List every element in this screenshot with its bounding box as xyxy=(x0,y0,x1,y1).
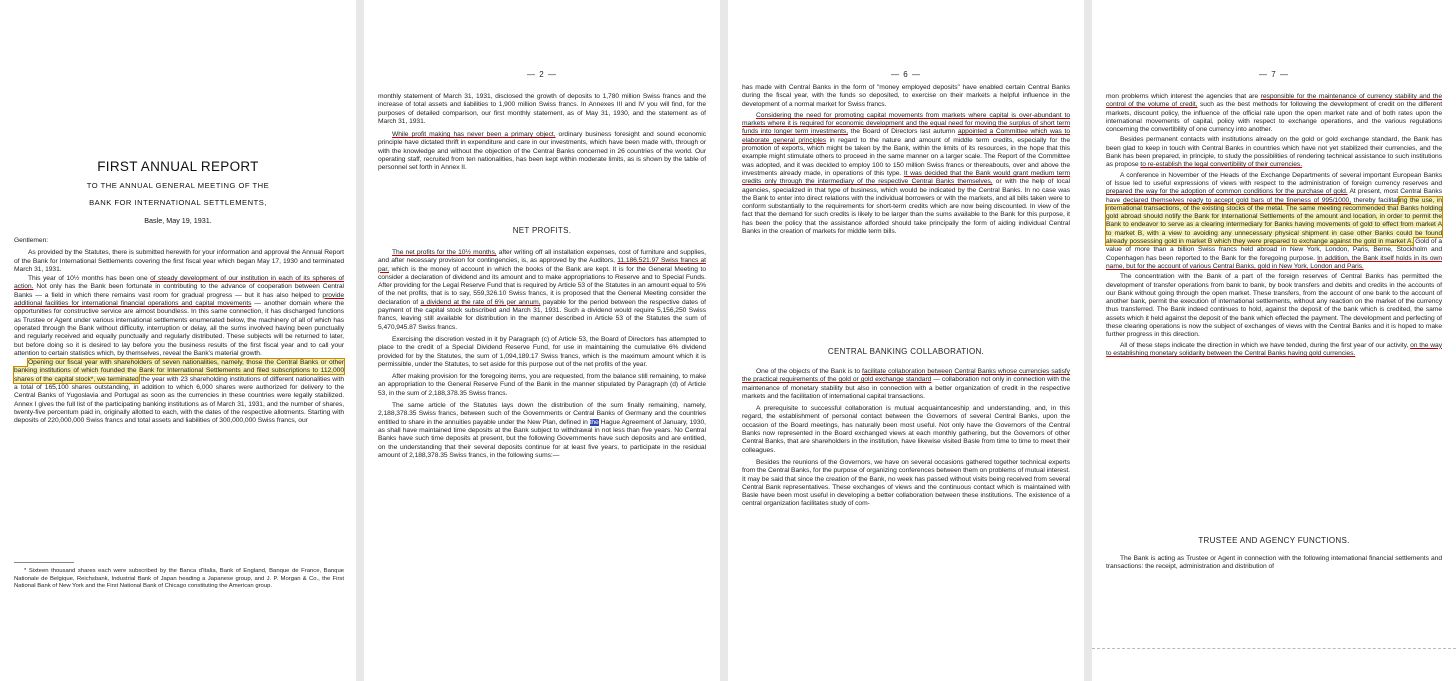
highlighted-passage: Opening our fiscal year with shareholders of seven nationalities, namely, those the Central Banks or other banking institutions of which founded the Bank for International Settlements and filed subscriptions to 112,000 shares of the capital stock*, we terminated xyxy=(14,359,344,383)
underlined-passage: Considering the need for promoting capital movements from markets where capital is over-abundant to markets where it is required for economic development and the equal need for moving the surplus of short term funds into longer term investments, xyxy=(742,111,1070,136)
paragraph: The concentration with the Bank of a part of the foreign reserves of Central Banks has permitted the development of transfer operations from bank to bank, by book transfers and debits and credits in the accounts of our Bank without going through the open market. These transfers, from the account of one bank to the account of another bank, permit the execution of international settlements, without any reaction on the market of the currency thus transferred. The Bank indeed continues to hold, against the deposit of the bank which is credited, the same assets which it held against the deposit of the bank which effected the payment. The development and perfecting of these clearing operations is now the subject of exchanges of views with the Central Banks and it is hoped to make further progress in this direction. xyxy=(1106,273,1442,339)
footnote: * Sixteen thousand shares each were subscribed by the Banca d'Italia, Bank of England, Banque de France, Banque Nationale de Belgique, Reichsbank, Industrial Bank of Japan heading a Japanese group, and J. P. Morgan & Co., the First National Bank of New York and the First National Bank of Chicago constituting the American group. xyxy=(14,568,344,590)
underlined-passage: While profit making has never been a primary object, xyxy=(392,131,556,139)
page-2-body-bottom xyxy=(378,249,706,460)
section-heading-central-banking: CENTRAL BANKING COLLABORATION. xyxy=(827,347,985,356)
report-page-1 xyxy=(0,0,356,681)
report-page-2 xyxy=(364,0,720,681)
underlined-passage: a dividend at the rate of 6% per annum, xyxy=(420,298,541,306)
paragraph: All of these steps indicate the direction in which we have tended, during the first year of our activity, on the way to establishing monetary solidarity between the Central Banks having gold currencies. xyxy=(1106,341,1442,357)
underlined-passage: to re-establish the legal convertibility of their currencies. xyxy=(1140,161,1303,169)
underlined-passage: prepared the way for the adoption of common conditions for the purchase of gold. xyxy=(1106,188,1348,196)
paragraph: The same article of the Statutes lays down the distribution of the sum finally remaining, namely, 2,188,378.35 Swiss francs, between such of the Governments or Central Banks of Germany and the countries entitled to share in the annuities payable under the New Plan, defined in the Hague Agreement of January, 1930, as shall have maintained time deposits at the Bank subject to withdrawal in not less than five years. No Central Banks have such time deposits at present, but the following Governments have such deposits and are entitled, on the understanding that their several deposits continue for at least five years, to participate in the residual amount of 2,188,378.35 Swiss francs, in the following sums:— xyxy=(378,402,706,459)
highlighted-passage: ing the use, in international transactions, of the existing stocks of the metal. The same meeting recommended that Banks holding gold abroad should notify the Bank for International Settlements of the amount and location, in order to permit the Bank to endeavor to serve as a clearing intermediary for Banks having movements of gold to effect from market A to market B, with a view to avoiding any unnecessary physical shipment in case other Banks could be found already possessing gold in market B which they were prepared to exchange against the gold in market A. xyxy=(1106,196,1442,246)
report-page-4 xyxy=(1092,0,1456,681)
underlined-passage: declared themselves ready to accept gold bars of the fineness of 995/1000, xyxy=(1122,196,1352,204)
page-3-body-top xyxy=(742,84,1070,236)
page-number: — 2 — xyxy=(527,70,557,79)
paragraph: monthly statement of March 31, 1931, disclosed the growth of deposits to 1,780 million Swiss francs and the increase of total assets and liabilities to 1,900 million Swiss francs. In Annexes III and IV you will find, for the purposes of detailed comparison, our first monthly statement, as of May 31, 1930, and the statement as of March 31, 1931. xyxy=(378,93,706,125)
underlined-passage: provide additional facilities for international financial operations and capital movements xyxy=(14,291,344,308)
section-heading-trustee: TRUSTEE AND AGENCY FUNCTIONS. xyxy=(1198,536,1350,545)
page-4-body-bottom xyxy=(1106,555,1442,572)
paragraph: A prerequisite to successful collaboration is mutual acquaintanceship and understanding, and, in this regard, the establishment of personal contact between the Governors of several Central Banks, upon the occasion of the Board meetings, has naturally been most useful. Not only have the Governors of the Central Banks now represented in the Board exchanged views at each monthly gathering, but the Governors of other Central Banks, that are shareholders in the institution, have likewise visited Basle from time to time to meet their colleagues. xyxy=(742,405,1070,454)
page-number: — 7 — xyxy=(1259,70,1289,79)
underlined-passage: In addition, the Bank itself holds in its own name, but for the account of various Central Banks, gold in New York, London and Paris. xyxy=(1106,254,1442,270)
report-title: FIRST ANNUAL REPORT xyxy=(97,159,259,174)
selected-word: the xyxy=(589,418,599,426)
paragraph: Besides the reunions of the Governors, we have on several occasions gathered together technical experts from the Central Banks, for the purpose of organizing conferences between them on problems of mutual interest. It may be said that since the creation of the Bank, no week has passed without visits being received from several Central Bank representatives. These exchanges of views and the continuous contact which is maintained with Basle have been most useful in developing a better collaboration between these institutions. The existence of a central organization facilitates study of com- xyxy=(742,458,1070,508)
page-3-body-bottom xyxy=(742,368,1070,509)
paragraph: As provided by the Statutes, there is submitted herewith for your information and approval the Annual Report of the Bank for International Settlements covering the first fiscal year which began May 17, 1930 and terminated March 31, 1931. xyxy=(14,249,344,273)
underlined-passage: of steady development of our institution in each of its spheres of action. xyxy=(14,275,344,291)
page-2-body-top xyxy=(378,93,706,173)
paragraph: After making provision for the foregoing items, you are requested, from the balance still remaining, to make an appropriation to the General Reserve Fund of the Bank in the manner stipulated by Paragraph (d) of Article 53, in the sum of 2,188,378.35 Swiss francs. xyxy=(378,373,706,397)
page-number: — 6 — xyxy=(891,70,921,79)
paragraph: The Bank is acting as Trustee or Agent in connection with the following international financial settlements and transactions: the receipt, administration and distribution of xyxy=(1106,555,1442,571)
underlined-passage: facilitate collaboration between Central Banks whose currencies satisfy the practical requirements of the gold or gold exchange standard xyxy=(742,368,1070,384)
paragraph: A conference in November of the Heads of the Exchange Departments of several important European Banks of Issue led to useful expressions of views with respect to the administration of foreign currency reserves and prepared the way for the adoption of common conditions for the purchase of gold. At present, most Central Banks have declared themselves ready to accept gold bars of the fineness of 995/1000, thereby facilitating the use, in international transactions, of the existing stocks of the metal. The same meeting recommended that Banks holding gold abroad should notify the Bank for International Settlements of the amount and location, in order to permit the Bank to endeavor to serve as a clearing intermediary for Banks having movements of gold to effect from market A to market B, with a view to avoiding any unnecessary physical shipment in case other Banks could be found already possessing gold in market B which they were prepared to exchange against the gold in market A. Gold of a value of more than a billion Swiss francs held abroad in New York, London, Paris, Berne, Stockholm and Copenhagen has been reported to the Bank for the foregoing purpose. In addition, the Bank itself holds in its own name, but for the account of various Central Banks, gold in New York, London and Paris. xyxy=(1106,171,1442,270)
paragraph: Considering the need for promoting capital movements from markets where capital is over-abundant to markets where it is required for economic development and the equal need for moving the surplus of short term funds into longer term investments, the Board of Directors last autumn appointed a Committee which was to elaborate general principles in regard to the nature and amount of middle term credits, especially for the promotion of exports, which might be taken by the Bank, within the limits of its resources, in the hope that this example might stimulate others to proceed in the same manner on a larger scale. The Report of the Committee was adopted, and it was decided to employ 100 to 150 million Swiss francs or thereabouts, over and above the investments already made, in operations of this type. It was decided that the Bank would grant medium term credits only through the intermediary of the respective Central Banks themselves, or with the help of local agencies, specialized in that type of business, which would be indicated by the Central Banks. In no case was the Bank to enter into direct relations with the individual borrowers or with the markets, and all bills taken were to conform substantially to the requirements for short-term credits which are now being discounted. In view of the fact that the demand for such credits is likely to be larger than the sums available to the Bank for this purpose, it has been the policy that the assistance afforded should take principally the form of aiding individual Central Banks in the creation of markets for middle term bills. xyxy=(742,111,1070,236)
section-heading-net-profits: NET PROFITS. xyxy=(512,226,572,235)
page-1-body xyxy=(14,237,344,426)
underlined-passage: responsible for the maintenance of currency stability and the control of the volume of credit, xyxy=(1106,93,1442,109)
paragraph: Exercising the discretion vested in it by Paragraph (c) of Article 53, the Board of Directors has attempted to place to the credit of a Special Dividend Reserve Fund, for use in maintaining the cumulative 6% dividend provided for by the Statutes, the sum of 1,094,189.17 Swiss francs, which is the maximum amount which it is permissible, under the Statutes, to set aside for this purpose out of the net profits of the year. xyxy=(378,335,706,368)
page-edge-line xyxy=(1092,648,1456,649)
paragraph: mon problems which interest the agencies that are responsible for the maintenance of currency stability and the control of the volume of credit, such as the best methods for following the development of credit on the different markets, discount policy, the influence of the official rate upon the open market rate and of both rates upon the international movements of capital, policy with respect to exchange operations, and the various regulations concerning the convertibility of one currency into another. xyxy=(1106,93,1443,134)
place-date: Basle, May 19, 1931. xyxy=(144,216,212,225)
paragraph: This year of 10½ months has been one of steady development of our institution in each of its spheres of action. Not only has the Bank been fortunate in contributing to the advance of cooperation between Central Banks — a field in which there remains vast room for gradual progress — but it has also helped to provide additional facilities for international financial operations and capital movements — another domain where the opportunities for constructive service are almost boundless. In this same connection, it has discharged functions as Trustee or Agent under various international settlements enumerated below, the machinery of all of which has operated through the Bank without difficulty, interruption or delay, all the sums involved having been punctually and regularly received and equally punctually and regularly distributed. These subjects will be returned to later, but before doing so it is desired to lay before you the business results of the first fiscal year and to call your attention to certain statistics which, by themselves, reveal the Bank's material growth. xyxy=(14,275,344,357)
salutation: Gentlemen: xyxy=(14,237,49,244)
paragraph: While profit making has never been a primary object, ordinary business foresight and sound economic principle have dictated thrift in expenditure and care in our investments, which have been made with, through or with the knowledge and without the objection of the Central Banks concerned in 26 countries of the world. Our operating staff, recruited from ten nationalities, has been kept within moderate limits, as is shown by the table of personnel set forth in Annex II. xyxy=(378,131,706,172)
underlined-passage: appointed a Committee which was to elaborate general principles xyxy=(742,128,1070,144)
report-page-3 xyxy=(728,0,1084,681)
paragraph: Opening our fiscal year with shareholders of seven nationalities, namely, those the Central Banks or other banking institutions of which founded the Bank for International Settlements and filed subscriptions to 112,000 shares of the capital stock*, we terminated the year with 23 shareholding institutions of different nationalities with a total of 165,100 shares outstanding, in addition to which 6,000 shares were authorized for delivery to the Central Banks of Yugoslavia and Portugal as soon as the currencies in these countries were legally stabilized. Annex I gives the full list of the participating banking institutions as of March 31, 1931, and the number of shares, twenty-five percentum paid in, originally allotted to each, with the dates of the respective allotments. Starting with deposits of 220,000,000 Swiss francs and total assets and liabilities of 300,000,000 Swiss francs, our xyxy=(14,359,344,425)
underlined-passage: 11,186,521.97 Swiss francs at par, xyxy=(378,257,706,273)
footnote-divider xyxy=(14,562,74,563)
paragraph: One of the objects of the Bank is to facilitate collaboration between Central Banks whose currencies satisfy the practical requirements of the gold or gold exchange standard — collaboration not only in connection with the maintenance of monetary stability but also in connection with a better organization of credit in the respective markets and the facilitation of international capital transactions. xyxy=(742,368,1070,400)
underlined-passage: on the way to establishing monetary solidarity between the Central Banks having gold currencies. xyxy=(1106,341,1442,357)
paragraph: Besides permanent contacts with institutions already on the gold or gold exchange standard, the Bank has been glad to keep in touch with Central Banks in countries which have not yet stabilized their currencies, and the Bank has been prepared, in principle, to study the possibilities of rendering technical assistance to such institutions as propose to re-establish the legal convertibility of their currencies. xyxy=(1106,136,1442,169)
underlined-passage: The net profits for the 10½ months, xyxy=(392,249,497,256)
report-subtitle-1: TO THE ANNUAL GENERAL MEETING OF THE xyxy=(86,181,270,190)
paragraph: The net profits for the 10½ months, after writing off all installation expenses, cost of furniture and supplies, and after necessary provision for contingencies, is, as approved by the Auditors, 11,186,521.97 Swiss francs at par, which is the money of account in which the books of the Bank are kept. It is for the General Meeting to consider a declaration of dividend and its amount and to make appropriations to Reserve and to Special Funds. After providing for the Legal Reserve Fund that is required by Article 53 of the Statutes in an amount equal to 5% of the net profits, that is to say, 559,326.10 Swiss francs, it is proposed that the General Meeting consider the declaration of a dividend at the rate of 6% per annum, payable for the period between the respective dates of payment of the capital stock subscribed and March 31, 1931. Such a dividend would require 5,156,250 Swiss francs, leaving still available for distribution in the manner described in Article 53 of the Statutes the sum of 5,470,945.87 Swiss francs. xyxy=(378,249,706,331)
report-subtitle-2: BANK FOR INTERNATIONAL SETTLEMENTS, xyxy=(89,198,267,207)
paragraph: has made with Central Banks in the form of "money employed deposits" have enabled certain Central Banks during the fiscal year, with the funds so deposited, to exercise on their markets a helpful influence in the development of a normal market for Swiss francs. xyxy=(742,84,1070,108)
underlined-passage: It was decided that the Bank would grant medium term credits only through the intermediary of the respective Central Banks themselves, xyxy=(742,169,1070,186)
page-4-body-top xyxy=(1106,93,1442,358)
